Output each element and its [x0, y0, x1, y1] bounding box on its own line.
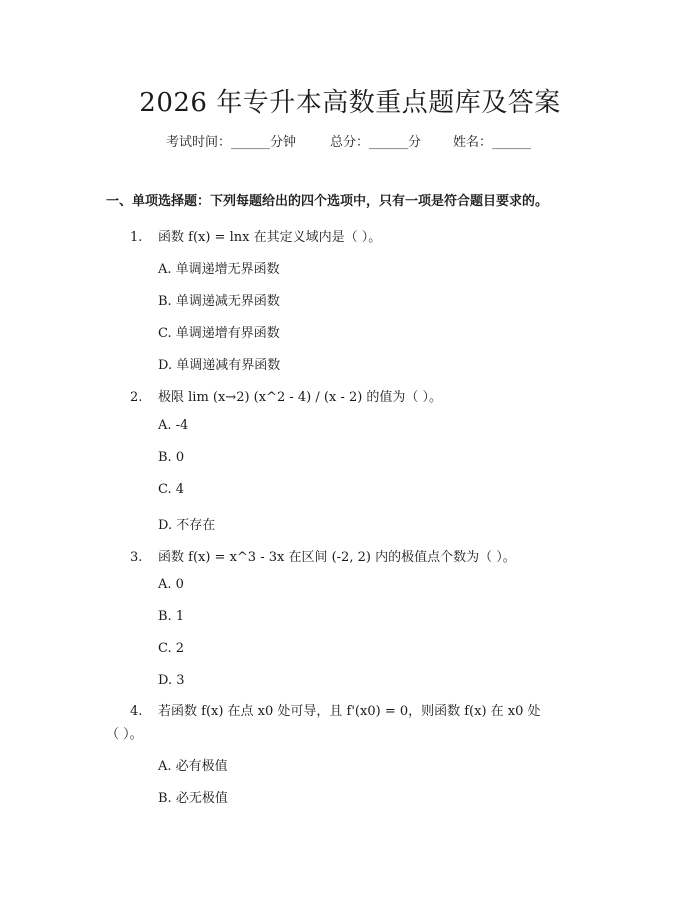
question-number: 1.: [130, 230, 143, 245]
question-text: 若函数 f(x) 在点 x0 处可导，且 f'(x0) = 0，则函数 f(x) 在 x0 处: [158, 704, 541, 719]
option-3d: D. 3: [158, 673, 185, 688]
question-text: 极限 lim (x→2) (x^2 - 4) / (x - 2) 的值为（ ）。: [158, 390, 443, 405]
question-2: [130, 386, 442, 405]
option-3b: B. 1: [158, 609, 185, 624]
question-number: 4.: [130, 704, 143, 719]
option-2d: D. 不存在: [158, 518, 216, 533]
student-name-field: 姓名：______: [453, 135, 532, 150]
option-1b: B. 单调递减无界函数: [158, 294, 280, 309]
section-heading: 一、单项选择题：下列每题给出的四个选项中，只有一项是符合题目要求的。: [106, 194, 549, 209]
question-text: 函数 f(x) = lnx 在其定义域内是（ ）。: [158, 230, 382, 245]
question-number: 2.: [130, 390, 143, 405]
option-2c: C. 4: [158, 482, 185, 497]
page-title: 2026 年专升本高数重点题库及答案: [139, 88, 561, 118]
option-2b: B. 0: [158, 450, 185, 465]
question-4: [130, 700, 541, 719]
question-1: [130, 226, 381, 245]
question-3: [130, 546, 516, 565]
option-4a: A. 必有极值: [158, 759, 228, 774]
option-1d: D. 单调递减有界函数: [158, 358, 281, 373]
total-score-field: 总分：______分: [330, 135, 422, 150]
option-4b: B. 必无极值: [158, 791, 228, 806]
question-number: 3.: [130, 550, 143, 565]
question-text: 函数 f(x) = x^3 - 3x 在区间 (-2, 2) 内的极值点个数为（ ）。: [158, 550, 516, 565]
option-1a: A. 单调递增无界函数: [158, 262, 280, 277]
question-4-continuation: （ ）。: [106, 727, 143, 742]
option-3c: C. 2: [158, 641, 185, 656]
option-2a: A. -4: [158, 418, 189, 433]
option-1c: C. 单调递增有界函数: [158, 326, 280, 341]
option-3a: A. 0: [158, 577, 184, 592]
exam-time-field: 考试时间：______分钟: [166, 135, 297, 150]
